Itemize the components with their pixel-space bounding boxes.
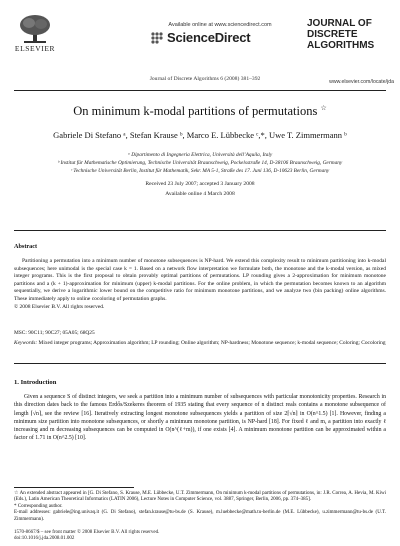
sciencedirect-brand: ScienceDirect [167, 30, 251, 45]
keywords [14, 340, 386, 348]
footnote-email-addresses: E-mail addresses: gabriele@ing.univaq.it (G. Di Stefano), stefan.krause@tu-bs.de (S. Krause), m.luebbecke@math.tu-berlin.de (M.E. Lübbecke), u.zimmermann@tu-bs.de (U.T. Zimmermann). [14, 510, 386, 522]
journal-header [0, 0, 400, 88]
abstract-top-rule [14, 230, 386, 231]
doi-line[interactable]: doi:10.1016/j.jda.2008.01.002 [14, 536, 75, 542]
abstract-heading: Abstract [14, 243, 38, 250]
footnote-corresponding-author: * Corresponding author. [14, 503, 63, 509]
journal-title [307, 18, 387, 51]
journal-title-line: DISCRETE [307, 29, 358, 40]
footnote-extended-abstract: ☆ An extended abstract appeared in [G. Di Stefano, S. Krause, M.E. Lübbecke, U.T. Zimmermann, On minimum k-modal partitions of permutations, in: J.R. Correa, A. Hevia, M. Kiwi (Eds.), Latin American Theoretical Informatics (LATIN 2006), Lecture Notes in Computer Science, vol. 3887, Springer, Berlin, 2006, pp. 374–385]. [14, 491, 386, 503]
journal-title-line: JOURNAL OF [307, 18, 372, 29]
received-dates: Received 23 July 2007; accepted 3 January 2008 [145, 181, 255, 187]
article-title-text: On minimum k-modal partitions of permutations [73, 104, 318, 119]
msc-codes: MSC: 90C11; 90C27; 05A05; 68Q25 [14, 330, 95, 336]
keywords-text: Mixed integer programs; Approximation algorithm; LP rounding; Online algorithm; NP-hardness; Monotone sequence; k-modal sequence; Coloring; Cocoloring [38, 340, 386, 346]
available-date: Available online 4 March 2008 [165, 191, 235, 197]
journal-url[interactable]: www.elsevier.com/locate/jda [329, 79, 394, 85]
affiliation-c: ᶜ Technische Universität Berlin, Institut für Mathematik, Sekr. MA 5-1, Straße des 17. Juni 136, D-10623 Berlin, Germany [70, 168, 330, 174]
sciencedirect-logo [150, 30, 300, 46]
footnotes [14, 491, 386, 523]
journal-title-line: ALGORITHMS [307, 40, 375, 51]
abstract-text: Partitioning a permutation into a minimum number of monotone subsequences is NP-hard. We extend this complexity result to minimum partitioning into k-modal subsequences; here unimodal is the special case k = 1. Based on a network flow interpretation we formulate both, the monotone and the k-modal version, as mixed integer programs. This is the first proposal to obtain provably optimal partitions of permutations. LP rounding gives a 2-approximation for minimum monotone partitions and a (k + 1)-approximation for minimum (upper) k-modal partitions. For the online problem, in which the permutation becomes known to an algorithm sequentially, we derive a logarithmic lower bound on the competitive ratio for minimum monotone partitions, and we analyze two (bin packing) online algorithms. These immediately apply to online cocoloring of permutation graphs. [14, 258, 386, 302]
footnote-rule [14, 487, 134, 488]
abstract-body [14, 258, 386, 311]
journal-reference: Journal of Discrete Algorithms 6 (2008) 381–392 [149, 76, 261, 82]
author-list: Gabriele Di Stefano ᵃ, Stefan Krause ᵇ, Marco E. Lübbecke ᶜ,*, Uwe T. Zimmermann ᵇ [53, 130, 347, 140]
issn-line: 1570-8667/$ – see front matter © 2008 Elsevier B.V. All rights reserved. [14, 530, 160, 535]
introduction-paragraph: Given a sequence S of distinct integers, we seek a partition into a minimum number of subsequences with particular monotonicity properties. Research in this direction dates back to the famous Erdős/Szekeres theorem of 1935 stating that every sequence of n distinct reals contains a monotone subsequence of length ⌈√n⌉, see the review [16]. Iteratively extracting longest monotone subsequences yields a partition of size 2⌈√n⌉ in O(n^1.5) [1]. However, finding a minimum size partition into monotone subsequences, or shortly a minimum monotone partition, is NP-hard [18]. For fixed ℓ and m, a partition into exactly ℓ increasing and m decreasing subsequences can be computed in O(n^(ℓ+m)), if one exists [4]. A minimum monotone partition can be approximated within a factor of 1.71 in O(n^2.5) [10]. [14, 394, 386, 442]
abstract-bottom-rule [14, 363, 386, 364]
keywords-label: Keywords: [14, 340, 38, 346]
sciencedirect-dots-icon [150, 31, 164, 44]
publisher-name: ELSEVIER [14, 44, 56, 53]
section-heading-introduction: 1. Introduction [14, 379, 57, 386]
affiliation-b: ᵇ Institut für Mathematische Optimierung, Technische Universität Braunschweig, Pockelsstraße 14, D-38106 Braunschweig, Germany [57, 160, 343, 166]
front-matter-info [14, 530, 214, 543]
affiliation-a: ᵃ Dipartimento di Ingegneria Elettrica, Università dell’Aquila, Italy [127, 152, 273, 158]
header-rule [14, 90, 386, 91]
abstract-copyright: © 2008 Elsevier B.V. All rights reserved. [14, 303, 105, 310]
elsevier-tree-logo-icon [18, 14, 52, 44]
article-title [14, 104, 386, 119]
title-footnote-mark[interactable]: ☆ [320, 104, 327, 112]
available-online-text: Available online at www.sciencedirect.com [168, 22, 272, 28]
